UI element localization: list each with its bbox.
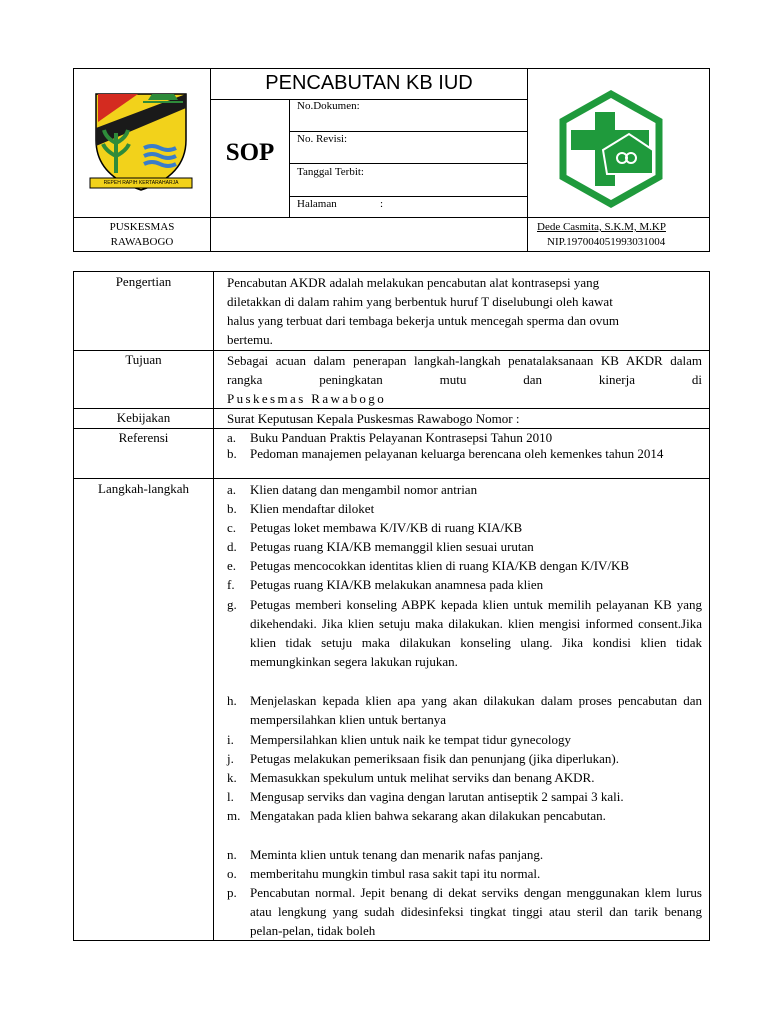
list-text: Klien datang dan mengambil nomor antrian (250, 482, 478, 497)
list-text: Petugas ruang KIA/KB memanggil klien sesuai urutan (250, 539, 534, 554)
pengertian-line-4: bertemu. (227, 332, 273, 347)
label-kebijakan: Kebijakan (116, 410, 171, 425)
langkah-item (227, 499, 702, 518)
field-halaman-colon: : (380, 198, 384, 210)
label-pengertian: Pengertian (115, 274, 172, 289)
list-key: p. (227, 885, 237, 900)
langkah-item (227, 730, 702, 749)
puskesmas-logo (557, 90, 665, 213)
pengertian-line-3: halus yang terbuat dari tembaga bekerja untuk mencegah sperma dan ovum (227, 313, 620, 328)
pengertian-line-1: Pencabutan AKDR adalah melakukan pencabutan alat kontrasepsi yang (227, 275, 600, 290)
referensi-item (227, 446, 672, 461)
list-text: Petugas memberi konseling ABPK kepada klien untuk memilih pelayanan KB yang dikehendaki. Jika klien setuju maka dilakukan. klien mengisi informed consent.Jika klien tidak setuju maka dilakukan konseling ulang. Jika kondisi klien tidak memungkinkan segera lakukan rujukan. (250, 597, 702, 669)
tujuan-location: Puskesmas Rawabogo (227, 391, 387, 406)
field-halaman: Halaman (297, 198, 337, 210)
label-referensi: Referensi (118, 430, 169, 445)
field-no-revisi: No. Revisi: (297, 133, 348, 145)
list-text: Mempersilahkan klien untuk naik ke tempat tidur gynecology (250, 732, 571, 747)
list-key: i. (227, 732, 234, 747)
langkah-item (227, 806, 702, 825)
langkah-item (227, 883, 702, 940)
list-key: d. (227, 539, 237, 554)
list-text: Buku Panduan Praktis Pelayanan Kontrasepsi Tahun 2010 (250, 430, 553, 445)
regency-crest-logo (88, 88, 194, 200)
crest-ribbon-text: REPEH RAPIH KERTARAHARJA (103, 180, 179, 186)
field-tanggal-terbit: Tanggal Terbit: (297, 166, 364, 178)
langkah-item (227, 787, 702, 806)
list-text: Petugas mencocokkan identitas klien di ruang KIA/KB dengan K/IV/KB (250, 558, 630, 573)
kebijakan-text: Surat Keputusan Kepala Puskesmas Rawabogo Nomor : (227, 411, 520, 426)
langkah-item (227, 749, 702, 768)
signer-nip: NIP.197004051993031004 (547, 236, 666, 248)
langkah-item (227, 575, 702, 594)
list-key: e. (227, 558, 237, 573)
list-text: Menjelaskan kepada klien apa yang akan dilakukan dalam proses pencabutan dan mempersilahkan klien untuk bertanya (250, 693, 702, 727)
list-key: c. (227, 520, 237, 535)
list-text: Pedoman manajemen pelayanan keluarga berencana oleh kemenkes tahun 2014 (250, 446, 664, 461)
list-key: k. (227, 770, 237, 785)
pengertian-line-2: diletakkan di dalam rahim yang berbentuk huruf T diselubungi oleh kawat (227, 294, 613, 309)
list-key: g. (227, 597, 237, 612)
list-text: Memasukkan spekulum untuk melihat serviks dan benang AKDR. (250, 770, 595, 785)
signer-name: Dede Casmita, S.K.M, M.KP (537, 221, 666, 233)
tujuan-text: Sebagai acuan dalam penerapan langkah-langkah penatalaksanaan KB AKDR dalam rangka peningkatan mutu dan kinerja di (227, 353, 702, 387)
list-key: m. (227, 808, 241, 823)
field-no-dokumen: No.Dokumen: (297, 100, 360, 112)
list-text: Petugas ruang KIA/KB melakukan anamnesa pada klien (250, 577, 544, 592)
list-key: b. (227, 446, 237, 461)
list-text: Mengatakan pada klien bahwa sekarang akan dilakukan pencabutan. (250, 808, 606, 823)
list-text: Petugas loket membawa K/IV/KB di ruang KIA/KB (250, 520, 523, 535)
list-text: Klien mendaftar diloket (250, 501, 375, 516)
list-key: a. (227, 482, 237, 497)
list-text: Pencabutan normal. Jepit benang di dekat serviks dengan menggunakan klem lurus atau lengkung yang sudah didesinfeksi tingkat tinggi atau steril dan tarik benang pelan-pelan, tidak boleh (250, 885, 702, 938)
label-langkah: Langkah-langkah (98, 481, 189, 496)
list-text: memberitahu mungkin timbul rasa sakit tapi itu normal. (250, 866, 541, 881)
list-key: a. (227, 430, 237, 445)
langkah-item (227, 480, 702, 499)
langkah-item (227, 518, 702, 537)
referensi-item (227, 430, 702, 445)
list-text: Petugas melakukan pemeriksaan fisik dan penunjang (jika diperlukan). (250, 751, 619, 766)
list-key: h. (227, 693, 237, 708)
langkah-item (227, 537, 702, 556)
sop-label: SOP (225, 139, 275, 166)
langkah-item (227, 595, 702, 671)
list-key: j. (227, 751, 234, 766)
langkah-item (227, 864, 702, 883)
list-key: b. (227, 501, 237, 516)
page-title: PENCABUTAN KB IUD (265, 72, 473, 94)
list-key: n. (227, 847, 237, 862)
list-text: Meminta klien untuk tenang dan menarik nafas panjang. (250, 847, 544, 862)
langkah-item (227, 845, 702, 864)
list-key: f. (227, 577, 235, 592)
label-tujuan: Tujuan (125, 352, 162, 367)
list-key: l. (227, 789, 234, 804)
langkah-item (227, 768, 702, 787)
langkah-item (227, 556, 702, 575)
list-key: o. (227, 866, 237, 881)
langkah-item (227, 691, 702, 729)
org-name-line2: RAWABOGO (110, 236, 174, 248)
list-text: Mengusap serviks dan vagina dengan larutan antiseptik 2 sampai 3 kali. (250, 789, 624, 804)
org-name-line1: PUSKESMAS (109, 221, 175, 233)
